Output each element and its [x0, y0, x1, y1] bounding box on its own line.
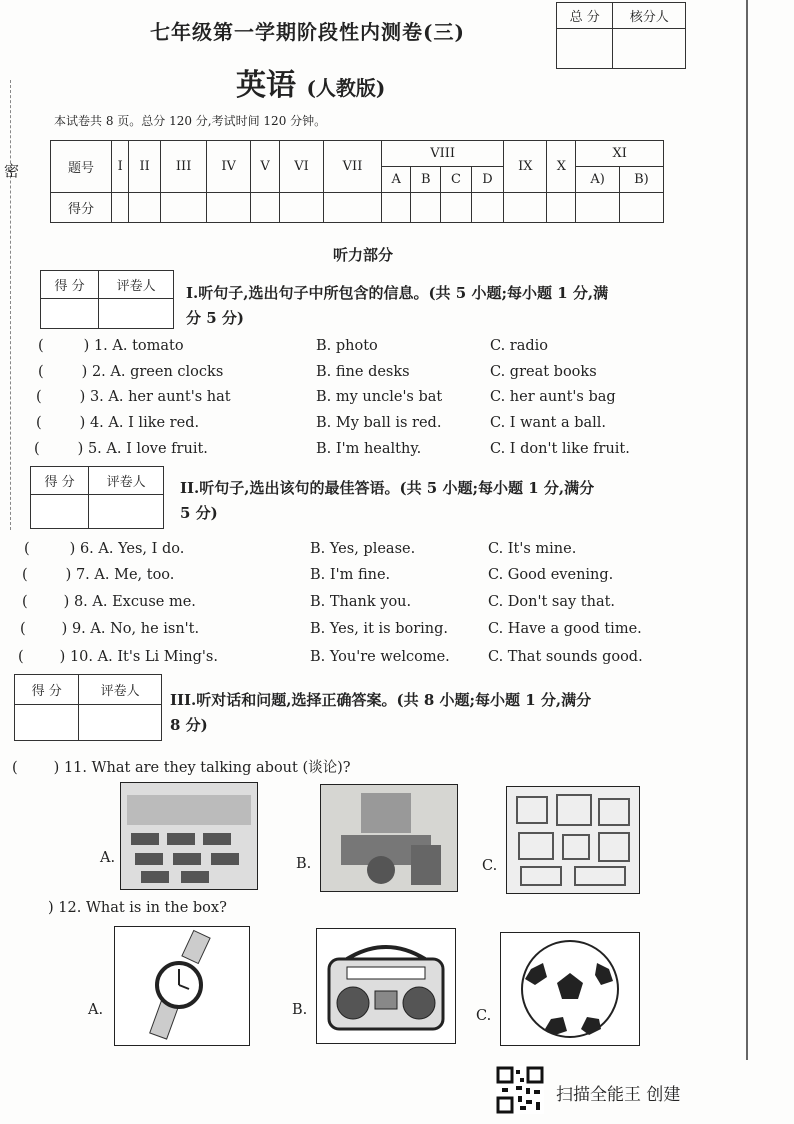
option-c: C. great books: [490, 364, 597, 380]
option-a: A. her aunt's hat: [108, 389, 231, 405]
listening-title: 听力部分: [333, 246, 394, 264]
question-number: 5.: [87, 441, 102, 457]
section2-title-line1: II.听句子,选出该句的最佳答语。(共 5 小题;每小题 1 分,满分: [180, 479, 595, 497]
score-cell[interactable]: [280, 193, 324, 223]
q12-option-b-image[interactable]: [316, 928, 456, 1044]
option-b: B. I'm fine.: [310, 567, 391, 583]
question-row: [20, 621, 199, 637]
question-row: [18, 649, 218, 665]
option-b: B. My ball is red.: [316, 415, 442, 431]
question-row: [38, 338, 184, 354]
option-b: B. photo: [316, 338, 378, 354]
row-label-score: 得分: [51, 193, 112, 223]
col-1: I: [112, 141, 129, 193]
option-c: C. It's mine.: [488, 541, 577, 557]
option-b: B. fine desks: [316, 364, 410, 380]
answer-paren[interactable]: (: [24, 541, 30, 557]
score-cell[interactable]: [112, 193, 129, 223]
answer-paren-close: ): [77, 441, 84, 457]
section2-title: [180, 476, 690, 526]
answer-paren-close: ): [59, 649, 66, 665]
col-11b: B): [619, 167, 663, 193]
option-a: A. green clocks: [110, 364, 224, 380]
page-edge: [746, 0, 748, 1060]
answer-paren-close: ): [53, 760, 60, 776]
grader-box-1: [40, 270, 174, 329]
map-picture: [507, 787, 639, 893]
answer-paren[interactable]: (: [36, 415, 42, 431]
option-a: A. I love fruit.: [106, 441, 208, 457]
score-cell[interactable]: [207, 193, 251, 223]
option-a: A. It's Li Ming's.: [97, 649, 218, 665]
col-3: III: [161, 141, 207, 193]
option-b: B. You're welcome.: [310, 649, 450, 665]
radio-icon: [317, 929, 455, 1043]
question-number: 3.: [89, 389, 104, 405]
question-number: 4.: [89, 415, 104, 431]
score-cell[interactable]: [161, 193, 207, 223]
score-table: [50, 140, 664, 223]
section1-title-line1: I.听句子,选出句子中所包含的信息。(共 5 小题;每小题 1 分,满: [186, 284, 609, 302]
question-row: [38, 364, 223, 380]
binding-line: [10, 80, 12, 530]
question-number: 6.: [79, 541, 94, 557]
answer-paren-close: ): [61, 621, 68, 637]
answer-paren[interactable]: (: [22, 567, 28, 583]
option-c: C. Good evening.: [488, 567, 614, 583]
q12-option-c-image[interactable]: [500, 932, 640, 1046]
answer-paren-close: ): [83, 338, 90, 354]
q11-option-c-image[interactable]: [506, 786, 640, 894]
grader-reviewer-cell[interactable]: [89, 495, 164, 529]
col-4: IV: [207, 141, 251, 193]
section3-title-line1: III.听对话和问题,选择正确答案。(共 8 小题;每小题 1 分,满分: [170, 691, 592, 709]
score-cell[interactable]: [547, 193, 576, 223]
col-8d: D: [471, 167, 503, 193]
answer-paren-close: ): [48, 900, 54, 916]
grader-reviewer-label: 评卷人: [89, 467, 164, 495]
row-label-num: 题号: [51, 141, 112, 193]
section3-title: [170, 688, 690, 738]
question-12-text: 12. What is in the box?: [58, 900, 227, 916]
checker-label: 核分人: [613, 3, 686, 29]
question-11-text: 11. What are they talking about (谈论)?: [63, 760, 351, 776]
question-row: [34, 441, 208, 457]
question-number: 1.: [93, 338, 108, 354]
q11-option-b-image[interactable]: [320, 784, 458, 892]
q12-option-c-label: C.: [476, 1008, 492, 1024]
option-a: A. I like red.: [108, 415, 200, 431]
qr-code-icon: [496, 1066, 544, 1114]
score-cell[interactable]: [129, 193, 161, 223]
option-a: A. Yes, I do.: [98, 541, 185, 557]
grader-score-cell[interactable]: [15, 705, 79, 741]
scanner-watermark: 扫描全能王 创建: [556, 1085, 681, 1105]
total-cell[interactable]: [557, 29, 613, 69]
exam-title: 七年级第一学期阶段性内测卷(三): [150, 20, 465, 44]
question-row: [36, 389, 231, 405]
answer-paren[interactable]: (: [18, 649, 24, 665]
score-cell[interactable]: [504, 193, 547, 223]
grader-score-label: 得 分: [31, 467, 89, 495]
col-6: VI: [280, 141, 324, 193]
answer-paren[interactable]: (: [34, 441, 40, 457]
option-c: C. I don't like fruit.: [490, 441, 630, 457]
section1-title-line2: 分 5 分): [186, 309, 244, 327]
grader-score-cell[interactable]: [41, 299, 99, 329]
seal-mark: 密: [4, 162, 20, 180]
question-12: [48, 900, 227, 916]
soccer-ball-icon: [501, 933, 639, 1045]
q11-option-a-image[interactable]: [120, 782, 258, 890]
subject-title: [236, 60, 385, 104]
grader-reviewer-cell[interactable]: [79, 705, 162, 741]
col-2: II: [129, 141, 161, 193]
grader-score-label: 得 分: [15, 675, 79, 705]
answer-paren-close: ): [63, 594, 70, 610]
grader-reviewer-label: 评卷人: [99, 271, 174, 299]
score-cell[interactable]: [323, 193, 381, 223]
option-c: C. radio: [490, 338, 549, 354]
option-b: B. Yes, it is boring.: [310, 621, 448, 637]
answer-paren[interactable]: (: [38, 364, 44, 380]
score-cell[interactable]: [250, 193, 279, 223]
option-a: A. No, he isn't.: [90, 621, 200, 637]
question-row: [24, 541, 184, 557]
answer-paren-close: ): [65, 567, 72, 583]
question-row: [22, 567, 174, 583]
answer-paren[interactable]: (: [22, 594, 28, 610]
score-cell[interactable]: [382, 193, 411, 223]
option-b: B. I'm healthy.: [316, 441, 422, 457]
option-c: C. her aunt's bag: [490, 389, 616, 405]
question-row: [22, 594, 196, 610]
subject-name: 英语: [236, 68, 296, 103]
option-c: C. I want a ball.: [490, 415, 607, 431]
checker-cell[interactable]: [613, 29, 686, 69]
col-11: XI: [576, 141, 664, 167]
edition-label: (人教版): [306, 76, 386, 100]
question-row: [36, 415, 199, 431]
col-8: VIII: [382, 141, 504, 167]
score-cell[interactable]: [471, 193, 503, 223]
total-score-box: [556, 2, 686, 69]
question-11: [12, 756, 351, 777]
col-8b: B: [411, 167, 441, 193]
q11-option-b-label: B.: [296, 856, 312, 872]
q12-option-a-image[interactable]: [114, 926, 250, 1046]
answer-paren-close: ): [69, 541, 76, 557]
question-number: 7.: [75, 567, 90, 583]
col-7: VII: [323, 141, 381, 193]
answer-paren-close: ): [79, 389, 86, 405]
answer-paren-close: ): [81, 364, 88, 380]
question-number: 8.: [73, 594, 88, 610]
option-a: A. Me, too.: [94, 567, 175, 583]
question-number: 9.: [71, 621, 86, 637]
section3-title-line2: 8 分): [170, 716, 208, 734]
option-a: A. tomato: [112, 338, 184, 354]
grader-reviewer-label: 评卷人: [79, 675, 162, 705]
grader-box-2: [30, 466, 164, 529]
option-b: B. my uncle's bat: [316, 389, 443, 405]
section1-title: [186, 281, 686, 331]
classroom-picture: [121, 783, 257, 889]
score-cell[interactable]: [619, 193, 663, 223]
option-b: B. Thank you.: [310, 594, 412, 610]
answer-paren[interactable]: (: [36, 389, 42, 405]
grader-box-3: [14, 674, 162, 741]
answer-paren[interactable]: (: [38, 338, 44, 354]
q12-option-a-label: A.: [88, 1002, 104, 1018]
question-number: 10.: [69, 649, 94, 665]
grader-reviewer-cell[interactable]: [99, 299, 174, 329]
col-8c: C: [441, 167, 472, 193]
score-cell[interactable]: [576, 193, 620, 223]
q11-option-c-label: C.: [482, 858, 498, 874]
grader-score-cell[interactable]: [31, 495, 89, 529]
option-c: C. Don't say that.: [488, 594, 616, 610]
answer-paren[interactable]: (: [12, 760, 18, 776]
option-a: A. Excuse me.: [92, 594, 196, 610]
col-5: V: [250, 141, 279, 193]
score-cell[interactable]: [441, 193, 472, 223]
section2-title-line2: 5 分): [180, 504, 218, 522]
option-b: B. Yes, please.: [310, 541, 416, 557]
answer-paren-close: ): [79, 415, 86, 431]
total-label: 总 分: [557, 3, 613, 29]
watch-icon: [115, 927, 249, 1045]
room-picture: [321, 785, 457, 891]
col-11a: A): [576, 167, 620, 193]
col-8a: A: [382, 167, 411, 193]
question-number: 2.: [91, 364, 106, 380]
col-9: IX: [504, 141, 547, 193]
col-10: X: [547, 141, 576, 193]
q12-option-b-label: B.: [292, 1002, 308, 1018]
score-cell[interactable]: [411, 193, 441, 223]
option-c: C. That sounds good.: [488, 649, 643, 665]
answer-paren[interactable]: (: [20, 621, 26, 637]
exam-note: 本试卷共 8 页。总分 120 分,考试时间 120 分钟。: [54, 114, 327, 128]
grader-score-label: 得 分: [41, 271, 99, 299]
option-c: C. Have a good time.: [488, 621, 642, 637]
q11-option-a-label: A.: [100, 850, 116, 866]
